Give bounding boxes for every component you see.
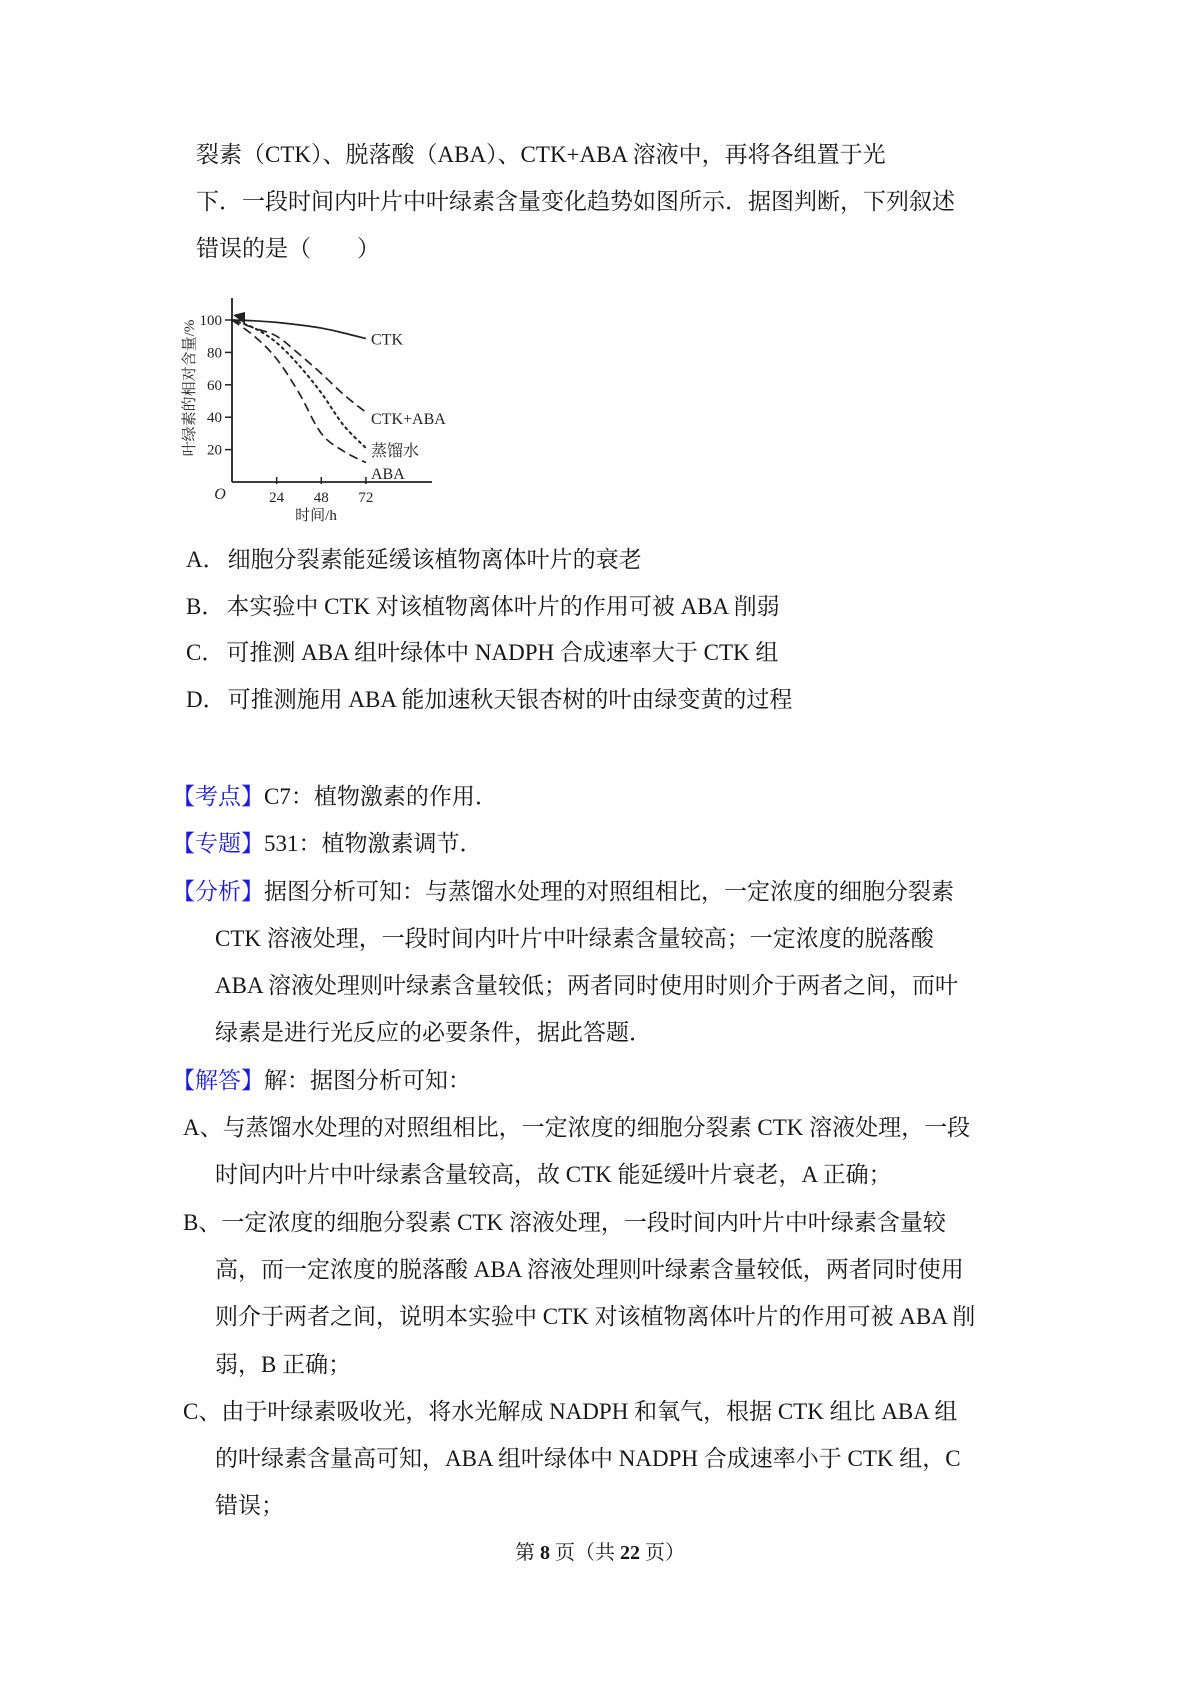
x-tick-label: 48 bbox=[313, 490, 329, 506]
option-c-label: C． bbox=[186, 640, 225, 665]
fenxi-line-1 bbox=[172, 868, 975, 915]
option-a-label: A． bbox=[186, 547, 226, 572]
series-label-3: 蒸馏水 bbox=[371, 443, 420, 461]
jieda-line bbox=[172, 1057, 975, 1104]
chlorophyll-line-chart bbox=[160, 280, 490, 526]
option-d bbox=[186, 677, 792, 724]
jieda-text: 解：据图分析可知： bbox=[264, 1067, 471, 1093]
answer-c-line-1: C、由于叶绿素吸收光，将水光解成 NADPH 和氧气，根据 CTK 组比 ABA 组 bbox=[183, 1398, 958, 1424]
answer-a-line-2: 时间内叶片中叶绿素含量较高，故 CTK 能延缓叶片衰老，A 正确； bbox=[215, 1162, 892, 1188]
zhuanti-tag: 【专题】 bbox=[172, 831, 264, 857]
answer-b-line-4: 弱，B 正确； bbox=[215, 1351, 352, 1377]
x-tick-label: 72 bbox=[358, 490, 374, 506]
y-tick-label: 80 bbox=[207, 345, 222, 362]
page-footer bbox=[0, 1536, 1200, 1565]
series-curve-3 bbox=[232, 320, 366, 448]
y-tick-label: 20 bbox=[207, 442, 222, 459]
explanation-section bbox=[172, 773, 975, 1530]
x-tick-label: 24 bbox=[269, 490, 285, 506]
answer-a-line-1: A、与蒸馏水处理的对照组相比，一定浓度的细胞分裂素 CTK 溶液处理，一段 bbox=[183, 1115, 971, 1141]
series-label-2: CTK+ABA bbox=[371, 410, 446, 428]
option-a-text: 细胞分裂素能延缓该植物离体叶片的衰老 bbox=[227, 547, 642, 572]
chart-svg bbox=[160, 280, 490, 526]
question-stem bbox=[196, 131, 955, 272]
y-axis-title: 叶绿素的相对含量/% bbox=[182, 319, 198, 457]
kaodian-text: C7：植物激素的作用． bbox=[264, 784, 498, 809]
option-b-label: B． bbox=[186, 593, 225, 619]
option-b bbox=[186, 584, 792, 631]
option-b-text: 本实验中 CTK 对该植物离体叶片的作用可被 ABA 削弱 bbox=[226, 593, 780, 619]
y-tick-label: 40 bbox=[207, 410, 222, 427]
answer-c-line-3: 错误； bbox=[215, 1493, 284, 1519]
series-curve-1 bbox=[232, 320, 366, 339]
zhuanti-text: 531：植物激素调节． bbox=[264, 831, 483, 857]
footer-text: 页） bbox=[640, 1542, 685, 1564]
jieda-tag: 【解答】 bbox=[172, 1067, 264, 1093]
series-label-4: ABA bbox=[371, 465, 405, 483]
footer-text: 页（共 bbox=[550, 1542, 620, 1564]
stem-line: 错误的是（ ） bbox=[196, 236, 380, 261]
answer-b-line-3: 则介于两者之间，说明本实验中 CTK 对该植物离体叶片的作用可被 ABA 削 bbox=[215, 1304, 976, 1330]
stem-line: 下．一段时间内叶片中叶绿素含量变化趋势如图所示．据图判断，下列叙述 bbox=[196, 189, 955, 214]
option-d-text: 可推测施用 ABA 能加速秋天银杏树的叶由绿变黄的过程 bbox=[227, 686, 793, 712]
x-axis-title: 时间/h bbox=[295, 508, 337, 524]
kaodian-line bbox=[172, 773, 975, 820]
origin-label: O bbox=[214, 486, 226, 503]
stem-line: 裂素（CTK）、脱落酸（ABA）、CTK+ABA 溶液中，再将各组置于光 bbox=[196, 142, 886, 167]
option-c bbox=[186, 630, 792, 677]
fenxi-line-2: CTK 溶液处理，一段时间内叶片中叶绿素含量较高；一定浓度的脱落酸 bbox=[215, 925, 934, 951]
answer-b-line-2: 高，而一定浓度的脱落酸 ABA 溶液处理则叶绿素含量较低，两者同时使用 bbox=[215, 1256, 964, 1282]
answer-c-line-2: 的叶绿素含量高可知，ABA 组叶绿体中 NADPH 合成速率小于 CTK 组，C bbox=[215, 1446, 961, 1472]
fenxi-line-3: ABA 溶液处理则叶绿素含量较低；两者同时使用时则介于两者之间，而叶 bbox=[215, 973, 959, 999]
options-list bbox=[186, 537, 792, 723]
series-label-1: CTK bbox=[371, 331, 403, 349]
answer-b-line-1: B、一定浓度的细胞分裂素 CTK 溶液处理，一段时间内叶片中叶绿素含量较 bbox=[183, 1209, 946, 1235]
fenxi-text-1: 据图分析可知：与蒸馏水处理的对照组相比，一定浓度的细胞分裂素 bbox=[264, 878, 954, 904]
option-c-text: 可推测 ABA 组叶绿体中 NADPH 合成速率大于 CTK 组 bbox=[226, 640, 779, 665]
y-tick-label: 100 bbox=[199, 313, 222, 329]
y-tick-label: 60 bbox=[207, 377, 222, 394]
footer-page-number: 8 bbox=[540, 1542, 550, 1564]
footer-total-pages: 22 bbox=[620, 1542, 640, 1564]
zhuanti-line bbox=[172, 820, 975, 867]
option-a bbox=[186, 537, 792, 584]
fenxi-line-4: 绿素是进行光反应的必要条件，据此答题． bbox=[215, 1020, 652, 1046]
kaodian-tag: 【考点】 bbox=[172, 784, 264, 809]
option-d-label: D． bbox=[186, 686, 226, 712]
fenxi-tag: 【分析】 bbox=[172, 878, 264, 904]
footer-text: 第 bbox=[515, 1542, 540, 1564]
series-curve-4 bbox=[232, 320, 366, 463]
